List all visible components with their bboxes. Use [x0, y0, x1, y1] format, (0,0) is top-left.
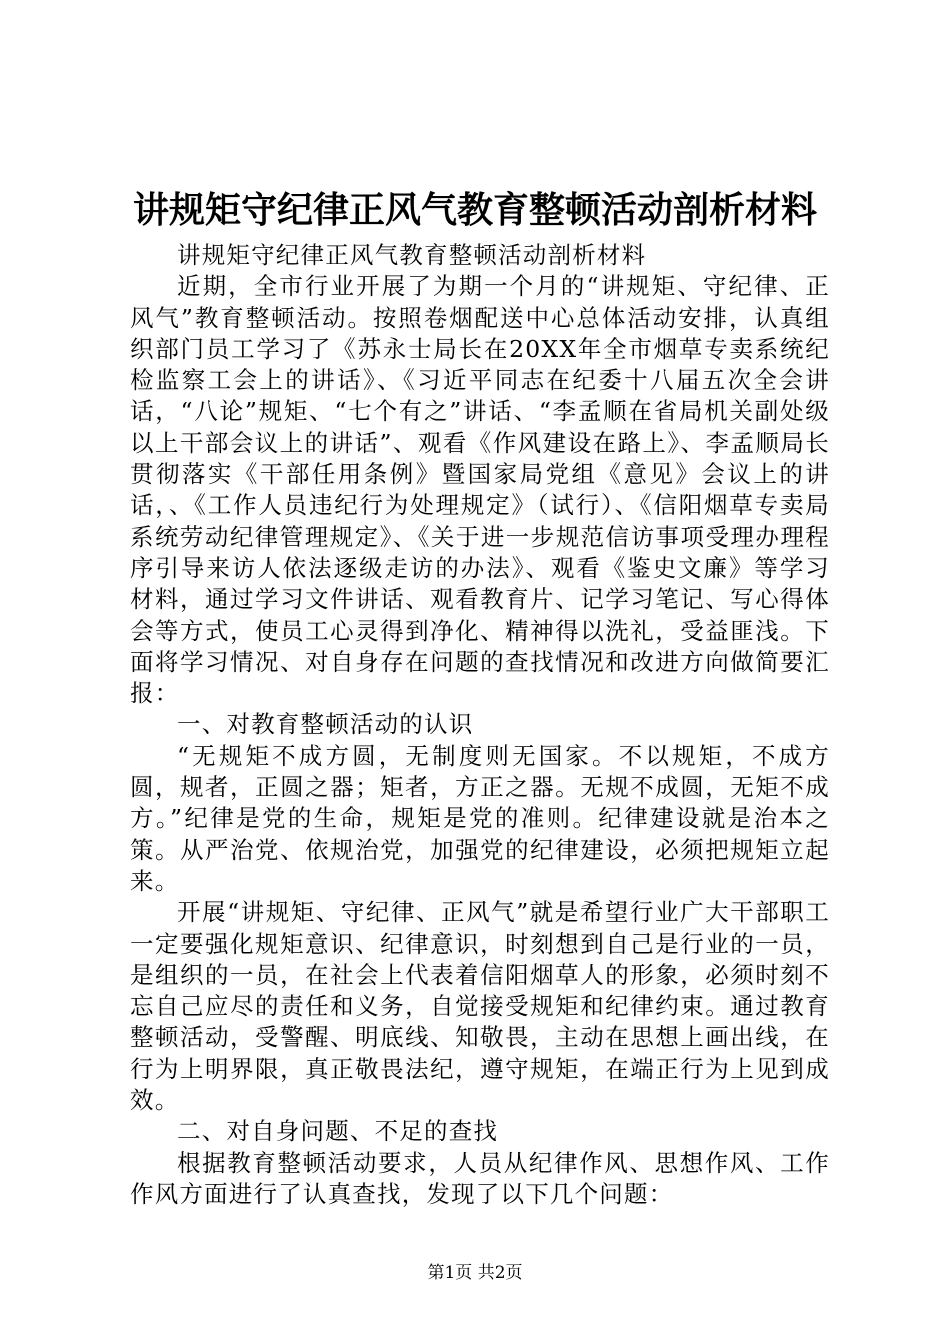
subtitle-paragraph: 讲规矩守纪律正风气教育整顿活动剖析材料 [177, 241, 647, 269]
section-heading-1: 一、对教育整顿活动的认识 [177, 710, 474, 739]
body-paragraph: “无规矩不成方圆，无制度则无国家。不以规矩，不成方圆，规者，正圆之器；矩者，方正之器。无规不成圆，无矩不成方。”纪律是党的生命，规矩是党的准则。纪律建设就是治本之策。从严治党、依规治党，加强党的纪律建设，必须把规矩立起来。 [130, 741, 830, 895]
body-paragraph: 开展“讲规矩、守纪律、正风气”就是希望行业广大干部职工一定要强化规矩意识、纪律意识，时刻想到自己是行业的一员，是组织的一员，在社会上代表着信阳烟草人的形象，必须时刻不忘自己应尽的责任和义务，自觉接受规矩和纪律约束。通过教育整顿活动，受警醒、明底线、知敬畏，主动在思想上画出线，在行为上明界限，真正敬畏法纪，遵守规矩，在端正行为上见到成效。 [130, 898, 830, 1115]
body-paragraph: 根据教育整顿活动要求，人员从纪律作风、思想作风、工作作风方面进行了认真查找，发现了以下几个问题： [130, 1148, 830, 1208]
page-footer: 第1页 共2页 [427, 1263, 523, 1283]
intro-paragraph: 近期，全市行业开展了为期一个月的“讲规矩、守纪律、正风气”教育整顿活动。按照卷烟配送中心总体活动安排，认真组织部门员工学习了《苏永士局长在20XX年全市烟草专卖系统纪检监察工会上的讲话》、《习近平同志在纪委十八届五次全会讲话，“八论”规矩、“七个有之”讲话、“李孟顺在省局机关副处级以上干部会议上的讲话”、观看《作风建设在路上》、李孟顺局长贯彻落实《干部任用条例》暨国家局党组《意见》会议上的讲话，、《工作人员违纪行为处理规定》（试行）、《信阳烟草专卖局系统劳动纪律管理规定》、《关于进一步规范信访事项受理办理程序引导来访人依法逐级走访的办法》、观看《鉴史文廉》等学习材料，通过学习文件讲话、观看教育片、记学习笔记、写心得体会等方式，使员工心灵得到净化、精神得以洗礼，受益匪浅。下面将学习情况、对自身存在问题的查找情况和改进方向做简要汇报： [130, 272, 830, 708]
document-title: 讲规矩守纪律正风气教育整顿活动剖析材料 [132, 189, 817, 231]
document-body [130, 240, 830, 1210]
section-heading-2: 二、对自身问题、不足的查找 [177, 1117, 499, 1146]
